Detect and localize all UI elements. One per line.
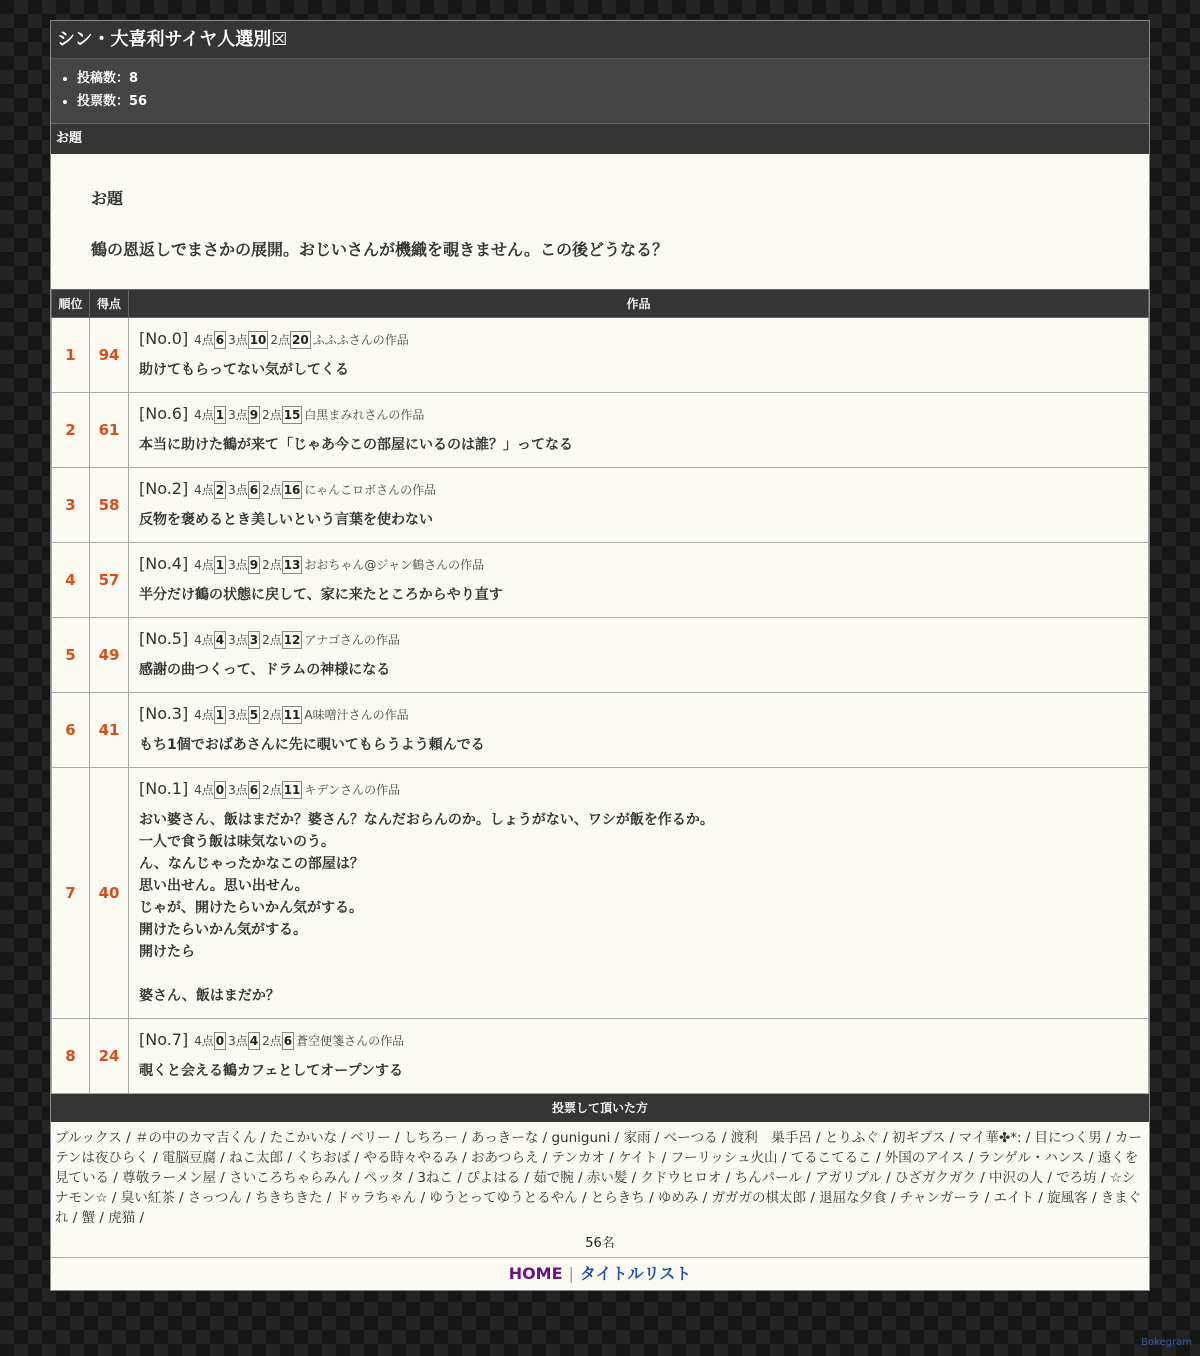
rank-cell: 5: [52, 618, 90, 693]
p2-count: 6: [283, 1034, 293, 1048]
work-cell: [129, 1019, 1149, 1094]
p2-label: 2点: [270, 333, 291, 347]
score-cell: 49: [90, 618, 129, 693]
p4-count: 1: [215, 408, 225, 422]
p3-label: 3点: [228, 333, 248, 347]
p3-label: 3点: [228, 1034, 248, 1048]
table-row: [52, 768, 1149, 1019]
p2-count: 12: [283, 633, 301, 647]
odai-header: お題: [51, 124, 1149, 154]
work-body: 半分だけ鶴の状態に戻して、家に来たところからやり直す: [139, 587, 503, 603]
col-rank: 順位: [52, 290, 90, 318]
work-body: 本当に助けた鶴が来て「じゃあ今この部屋にいるのは誰？」ってなる: [139, 437, 573, 453]
p3-count: 9: [249, 408, 259, 422]
work-meta: [139, 553, 1138, 576]
voters-header: 投票して頂いた方: [51, 1094, 1149, 1122]
table-row: [52, 543, 1149, 618]
title-list-link[interactable]: タイトルリスト: [579, 1264, 692, 1283]
p4-label: 4点: [194, 408, 214, 422]
p2-count: 11: [283, 783, 301, 797]
voters-list: ブルックス / ＃の中のカマ吉くん / たこかいな / ベリー / しちろー / あっきーな / guniguni / 家雨 / べーつる / 渡利 巣手呂 / とりふぐ / 初ギプス / マイ華✤*: / 目につく男 / カーテンは夜ひらく / 電脳豆腐 / ねこ太郎 / くちおば / やる時々やるみ / おあつらえ / テンカオ / ケイト / フーリッシュ火山 / てるこてるこ / 外国のアイス / ランゲル・ハンス / 遠くを見ている / 尊敬ラーメン屋 / さいころちゃらみん / ペッタ / 3ねこ / ぴよはる / 茹で腕 / 赤い髪 / クドウヒロオ / ちんパール / アガリブル / ひざガクガク / 中沢の人 / でろ坊 / ☆シナモン☆ / 臭い紅茶 / さっつん / ちきちきた / ドゥラちゃん / ゆうとってゆうとるやん / とらきち / ゆめみ / ガガガの棋太郎 / 退屈な夕食 / チャンガーラ / エイト / 旋風客 / きまぐれ / 蟹 / 虎猫 /: [55, 1130, 1142, 1226]
p2-label: 2点: [262, 483, 282, 497]
table-row: [52, 468, 1149, 543]
p3-label: 3点: [228, 783, 248, 797]
results-table: [51, 289, 1149, 1094]
p3-label: 3点: [228, 558, 248, 572]
p4-count: 0: [215, 1034, 225, 1048]
score-cell: 40: [90, 768, 129, 1019]
p4-count: 1: [215, 708, 225, 722]
work-meta: [139, 778, 1138, 801]
p2-label: 2点: [262, 558, 282, 572]
work-author: アナゴさんの作品: [304, 633, 400, 647]
work-cell: [129, 318, 1149, 393]
work-body: 反物を褒めるとき美しいという言葉を使わない: [139, 512, 433, 528]
work-author: A味噌汁さんの作品: [304, 708, 409, 722]
work-cell: [129, 768, 1149, 1019]
post-count: • 投稿数：8: [77, 67, 1149, 90]
work-body: 感謝の曲つくって、ドラムの神様になる: [139, 662, 391, 678]
p2-label: 2点: [262, 408, 282, 422]
p4-count: 0: [215, 783, 225, 797]
p2-label: 2点: [262, 708, 282, 722]
vote-count: • 投票数：56: [77, 90, 1149, 113]
rank-cell: 8: [52, 1019, 90, 1094]
work-meta: [139, 478, 1138, 501]
work-author: キデンさんの作品: [304, 783, 401, 797]
odai-box: [51, 154, 1149, 289]
work-number: [No.7]: [139, 1030, 189, 1049]
work-number: [No.5]: [139, 629, 189, 648]
p2-count: 11: [283, 708, 301, 722]
p4-label: 4点: [194, 483, 214, 497]
work-body: 覗くと会える鶴カフェとしてオープンする: [139, 1063, 404, 1079]
p4-label: 4点: [194, 1034, 214, 1048]
p4-count: 6: [215, 333, 225, 347]
work-meta: [139, 1029, 1138, 1052]
work-cell: [129, 693, 1149, 768]
work-number: [No.0]: [139, 329, 189, 348]
score-cell: 94: [90, 318, 129, 393]
p4-label: 4点: [194, 333, 214, 347]
p3-count: 6: [249, 783, 259, 797]
work-cell: [129, 543, 1149, 618]
rank-cell: 6: [52, 693, 90, 768]
work-body: もち1個でおばあさんに先に覗いてもらうよう頼んでる: [139, 737, 485, 753]
work-number: [No.2]: [139, 479, 189, 498]
odai-label: お題: [91, 189, 124, 208]
p3-count: 3: [249, 633, 259, 647]
rank-cell: 3: [52, 468, 90, 543]
p3-label: 3点: [228, 483, 248, 497]
p3-count: 9: [249, 558, 259, 572]
table-row: [52, 618, 1149, 693]
table-row: [52, 1019, 1149, 1094]
p4-label: 4点: [194, 783, 214, 797]
p4-label: 4点: [194, 558, 214, 572]
p4-count: 4: [215, 633, 225, 647]
p2-count: 15: [283, 408, 301, 422]
table-row: [52, 318, 1149, 393]
score-cell: 41: [90, 693, 129, 768]
score-cell: 24: [90, 1019, 129, 1094]
p2-count: 16: [283, 483, 301, 497]
work-number: [No.3]: [139, 704, 189, 723]
p4-label: 4点: [194, 633, 214, 647]
home-link[interactable]: HOME: [508, 1264, 563, 1283]
p2-label: 2点: [262, 633, 282, 647]
col-work: 作品: [129, 290, 1149, 318]
p4-label: 4点: [194, 708, 214, 722]
work-meta: [139, 628, 1138, 651]
work-body: 助けてもらってない気がしてくる: [139, 362, 349, 378]
score-cell: 57: [90, 543, 129, 618]
table-row: [52, 393, 1149, 468]
work-cell: [129, 618, 1149, 693]
main-panel: [50, 20, 1150, 1291]
brand-label: Bokegram: [1141, 1337, 1192, 1348]
p2-count: 13: [283, 558, 301, 572]
voters-count: 56名: [51, 1230, 1149, 1258]
p2-label: 2点: [262, 1034, 282, 1048]
work-meta: [139, 703, 1138, 726]
rank-cell: 4: [52, 543, 90, 618]
work-author: 蒼空便箋さんの作品: [296, 1034, 405, 1048]
rank-cell: 1: [52, 318, 90, 393]
p3-label: 3点: [228, 633, 248, 647]
work-author: 白黒まみれさんの作品: [304, 408, 425, 422]
work-author: ふふふさんの作品: [312, 333, 409, 347]
p3-count: 5: [249, 708, 259, 722]
work-cell: [129, 393, 1149, 468]
p3-label: 3点: [228, 408, 248, 422]
p3-count: 10: [249, 333, 267, 347]
stats-list: [51, 59, 1149, 124]
odai-text: 鶴の恩返しでまさかの展開。おじいさんが機織を覗きません。この後どうなる？: [91, 240, 668, 259]
work-number: [No.4]: [139, 554, 189, 573]
page-title: シン・大喜利サイヤ人選別☒: [51, 21, 1149, 59]
p2-count: 20: [292, 333, 309, 347]
p3-label: 3点: [228, 708, 248, 722]
work-meta: [139, 403, 1138, 426]
work-body: おい婆さん、飯はまだか？婆さん？なんだおらんのか。しょうがない、ワシが飯を作るか。 一人で食う飯は味気ないのう。 ん、なんじゃったかなこの部屋は？ 思い出せん。思い出せん。 じゃが、開けたらいかん気がする。 開けたらいかん気がする。 開けたら 婆さん、飯はまだか？: [139, 812, 714, 1004]
footer-separator: |: [568, 1264, 574, 1283]
p4-count: 2: [215, 483, 225, 497]
work-number: [No.1]: [139, 779, 189, 798]
p3-count: 6: [249, 483, 259, 497]
score-cell: 61: [90, 393, 129, 468]
score-cell: 58: [90, 468, 129, 543]
work-cell: [129, 468, 1149, 543]
work-author: おおちゃん@ジャン鶴さんの作品: [304, 558, 485, 572]
p4-count: 1: [215, 558, 225, 572]
col-score: 得点: [90, 290, 129, 318]
p2-label: 2点: [262, 783, 282, 797]
p3-count: 4: [249, 1034, 259, 1048]
footer-nav: [51, 1258, 1149, 1290]
rank-cell: 2: [52, 393, 90, 468]
work-author: にゃんこロボさんの作品: [304, 483, 437, 497]
work-number: [No.6]: [139, 404, 189, 423]
rank-cell: 7: [52, 768, 90, 1019]
table-row: [52, 693, 1149, 768]
work-meta: [139, 328, 1138, 351]
